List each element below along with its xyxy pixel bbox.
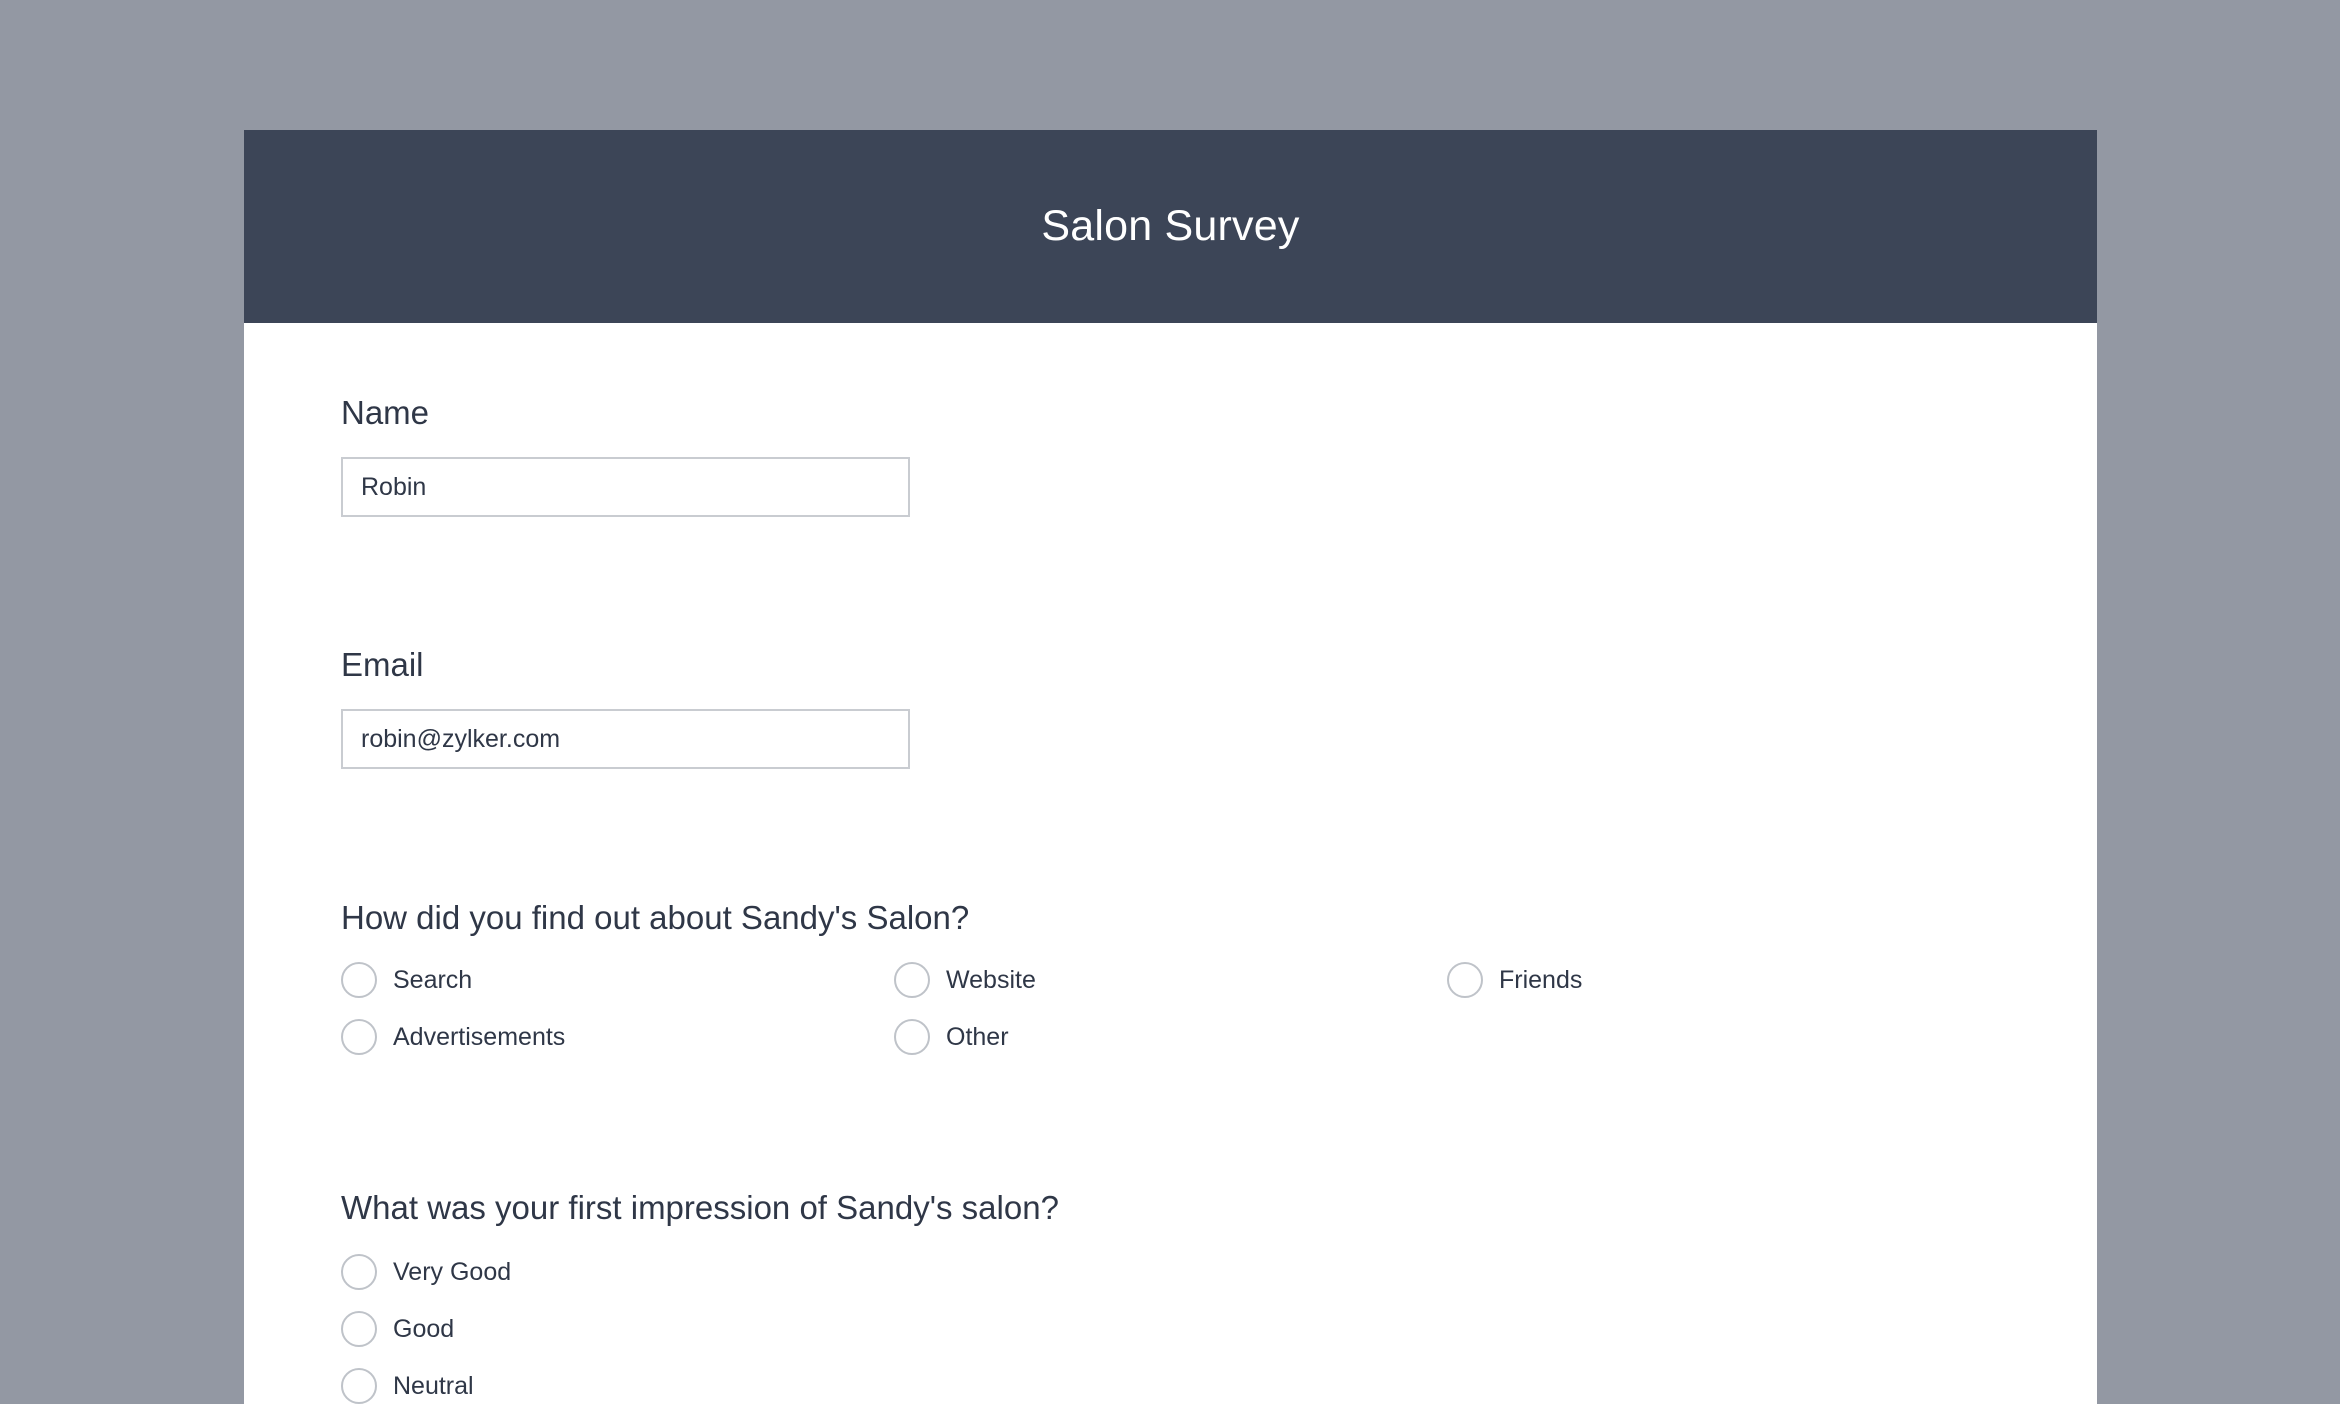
radio-button[interactable]	[1447, 962, 1483, 998]
impression-option-neutral[interactable]	[341, 1368, 2041, 1404]
form-body	[244, 323, 2097, 1404]
source-option-friends[interactable]	[1447, 962, 2000, 998]
radio-button[interactable]	[341, 1311, 377, 1347]
email-field-group	[341, 648, 910, 769]
source-option-website[interactable]	[894, 962, 1447, 998]
impression-question: What was your first impression of Sandy's salon?	[341, 1189, 1059, 1226]
radio-button[interactable]	[894, 1019, 930, 1055]
option-label: Neutral	[393, 1371, 474, 1400]
option-label: Other	[946, 1022, 1009, 1051]
radio-button[interactable]	[341, 1368, 377, 1404]
radio-button[interactable]	[894, 962, 930, 998]
survey-form	[244, 130, 2097, 1404]
radio-button[interactable]	[341, 1254, 377, 1290]
impression-question-group	[341, 1191, 2041, 1404]
name-label: Name	[341, 394, 430, 431]
option-label: Good	[393, 1314, 455, 1343]
radio-button[interactable]	[341, 962, 377, 998]
option-label: Search	[393, 965, 473, 994]
source-question: How did you find out about Sandy's Salon?	[341, 899, 970, 936]
name-input[interactable]	[341, 457, 910, 517]
form-title: Salon Survey	[1041, 202, 1300, 250]
source-option-search[interactable]	[341, 962, 894, 998]
email-input[interactable]	[341, 709, 910, 769]
source-options	[341, 962, 2041, 1055]
option-label: Very Good	[393, 1257, 512, 1286]
source-question-group	[341, 901, 2041, 1055]
email-label: Email	[341, 646, 424, 683]
radio-button[interactable]	[341, 1019, 377, 1055]
form-header	[244, 130, 2097, 323]
name-field-group	[341, 396, 910, 517]
source-option-advertisements[interactable]	[341, 1019, 894, 1055]
option-label: Friends	[1499, 965, 1583, 994]
option-label: Advertisements	[393, 1022, 566, 1051]
source-option-other[interactable]	[894, 1019, 1447, 1055]
impression-option-good[interactable]	[341, 1311, 2041, 1347]
option-label: Website	[946, 965, 1036, 994]
impression-options	[341, 1254, 2041, 1404]
impression-option-very-good[interactable]	[341, 1254, 2041, 1290]
